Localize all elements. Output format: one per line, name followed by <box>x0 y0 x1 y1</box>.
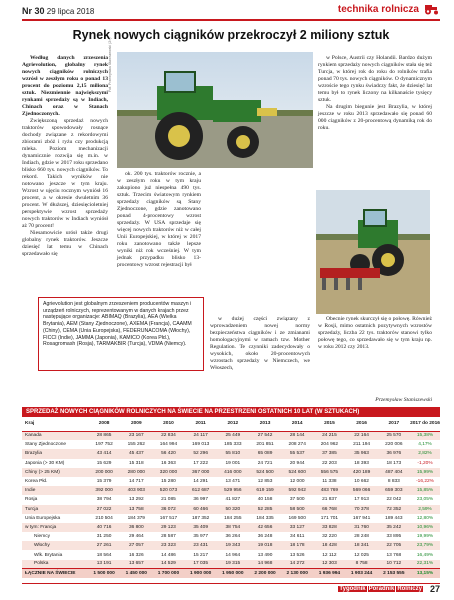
column-header: 2008 <box>88 417 120 431</box>
brand-word: Poradnik <box>368 586 395 592</box>
value-cell: 155 262 <box>127 442 145 448</box>
table-row <box>22 477 440 486</box>
value-cell: 17 913 <box>354 497 369 503</box>
value-cell: 24 117 <box>185 431 217 440</box>
total-value-cell: 2 130 000 <box>281 569 313 578</box>
table-row <box>22 541 440 550</box>
value-cell: 420 189 <box>346 468 378 477</box>
value-cell: 19 315 <box>217 560 249 569</box>
publication-brand <box>338 586 424 592</box>
value-cell: 529 956 <box>217 486 249 495</box>
table-row <box>22 468 440 477</box>
value-cell: 22 164 <box>346 431 378 440</box>
column-header: 2012 <box>217 417 249 431</box>
article-column-2 <box>117 171 201 269</box>
total-value-cell: 1 900 000 <box>185 569 217 578</box>
value-cell: 19 018 <box>249 541 281 550</box>
value-cell: 56 420 <box>152 449 184 458</box>
value-cell: 24 721 <box>257 460 273 466</box>
value-cell: 185 333 <box>224 442 242 448</box>
value-cell: 21 085 <box>161 497 176 503</box>
total-change-cell: 13,15% <box>410 569 440 578</box>
change-cell: 10,96% <box>410 523 440 532</box>
value-cell: 18 341 <box>346 541 378 550</box>
table-row <box>22 459 440 468</box>
value-cell: 13 768 <box>386 552 402 558</box>
value-cell: 31 760 <box>346 523 378 532</box>
value-cell: 36 997 <box>193 497 208 503</box>
value-cell: 612 687 <box>185 486 217 495</box>
column-header: 2013 <box>249 417 281 431</box>
brand-word: Tygodnik <box>339 586 366 592</box>
value-cell: 171 701 <box>320 515 339 521</box>
value-cell: 13 526 <box>289 552 305 558</box>
country-cell: Włochy <box>22 541 88 550</box>
page-number: 27 <box>429 584 440 594</box>
value-cell: 184 255 <box>224 515 242 521</box>
column-header: 2010 <box>152 417 184 431</box>
value-cell: 184 335 <box>256 515 274 521</box>
article-lead: Według danych zrzeszenia Agrievolution, globalny rynek nowych ciągników rolniczych wzrósł w zeszłym roku o ponad 13 procent do poziomu 2,15 miliona sztuk. Niezmiennie największymi rynkami sprzedaży są w Indiach, Chinach oraz w Stanach Zjednoczonych. <box>22 55 108 117</box>
value-cell: 569 066 <box>346 486 378 495</box>
table-row <box>22 560 440 569</box>
value-cell: 37 500 <box>289 497 305 503</box>
total-value-cell: 1 903 244 <box>346 569 378 578</box>
value-cell: 13 292 <box>128 497 144 503</box>
value-cell: 20 944 <box>289 460 305 466</box>
value-cell: 659 303 <box>378 486 410 495</box>
value-cell: 416 000 <box>217 468 249 477</box>
value-cell: 23 167 <box>120 431 152 440</box>
value-cell: 66 768 <box>313 505 345 514</box>
value-cell: 18 564 <box>96 552 112 558</box>
table-title: SPRZEDAŻ NOWYCH CIĄGNIKÓW ROLNICZYCH NA ŚWIECIE NA PRZESTRZENI OSTATNICH 10 LAT (W SZTUKACH) <box>22 407 440 417</box>
country-cell: Rosja <box>25 497 38 503</box>
value-cell: 22 203 <box>322 460 337 466</box>
country-cell: Polska <box>22 560 88 569</box>
value-cell: 28 144 <box>281 431 313 440</box>
value-cell: 487 404 <box>378 468 410 477</box>
value-cell: 12 303 <box>313 560 345 569</box>
value-cell: 35 409 <box>185 523 217 532</box>
column-header: 2017 <box>378 417 410 431</box>
sales-table <box>22 417 440 578</box>
section-title: technika rolnicza <box>337 3 419 15</box>
table-total-row <box>22 569 440 578</box>
value-cell: 36 072 <box>152 505 184 514</box>
value-cell: 556 575 <box>313 468 345 477</box>
change-cell: 15,99% <box>410 468 440 477</box>
value-cell: 33 828 <box>313 523 345 532</box>
value-cell: 619 159 <box>249 486 281 495</box>
article-paragraph: Niesamowicie urósł także drugi globalny rynek traktorów. Jeszcze dziesięć lat temu w Chinach sprzedawało się <box>22 230 108 257</box>
value-cell: 12 000 <box>289 479 305 485</box>
value-cell: 17 222 <box>193 460 208 466</box>
value-cell: 167 517 <box>159 515 178 521</box>
article-paragraph: Zwiększoną sprzedaż nowych traktorów spowodowały rosnące dochody związane z rekordowymi zbiorami zbóż i ryżu czy produkcją mleka. Poziom mechanizacji dynamicznie rozwija się m.in. w Indiach, gdzie w 2017 roku sprzedano blisko 660 tys. nowych ciągników. To rekord. Takich wyników nie notowano jeszcze w tym kraju. Wzrost w ujęciu rocznym wyniósł 16 procent, a w okresie dwuletnim 36 procent. W dłuższej, dziesięcioletniej perspektywie wzrost sprzedaży nowych traktorów w Indiach wyniósł aż 70 procent! <box>22 118 108 229</box>
value-cell: 208 274 <box>288 442 306 448</box>
value-cell: 36 264 <box>225 534 241 540</box>
value-cell: 8 758 <box>346 560 378 569</box>
country-cell: Chiny (> 25 KM) <box>22 468 88 477</box>
value-cell: 13 471 <box>225 479 241 485</box>
value-cell: 18 428 <box>313 541 345 550</box>
change-cell: 2,82% <box>410 449 440 458</box>
article-paragraph: Na drugim biegunie jest Brazylia, w której jeszcze w roku 2013 sprzedawało się ponad 60 000 ciągników z 20-procentową dynamiką rok do roku. <box>318 104 432 131</box>
value-cell: 28 587 <box>161 534 176 540</box>
column-header: 2009 <box>120 417 152 431</box>
change-cell: 2,59% <box>410 505 440 514</box>
value-cell: 40 716 <box>88 523 120 532</box>
article-paragraph: ok. 200 tys. traktorów rocznie, a w zeszłym roku w tym kraju zakupiono już niespełna 490 tys. sztuk. Trzecim światowym rynkiem sprzedaży ciągników są Stany Zjednoczone, gdzie zanotowano ponad 4-procentowy wzrost sprzedaży. W USA sprzedaje się więcej nowych traktorów niż w całej Unii Europejskiej, w której w 2017 roku zanotowano także lepsze wyniki niż rok wcześniej. W tym jednak przypadku blisko 13-procentowy wzrost rejestracji był <box>117 171 201 268</box>
value-cell: 164 994 <box>159 442 178 448</box>
value-cell: 32 220 <box>322 534 337 540</box>
value-cell: 43 414 <box>88 449 120 458</box>
value-cell: 14 968 <box>249 560 281 569</box>
value-cell: 52 296 <box>185 449 217 458</box>
value-cell: 403 903 <box>120 486 152 495</box>
table-row <box>22 523 440 532</box>
value-cell: 12 025 <box>354 552 369 558</box>
value-cell: 52 285 <box>249 505 281 514</box>
value-cell: 58 500 <box>281 505 313 514</box>
value-cell: 280 000 <box>120 468 152 477</box>
value-cell: 167 941 <box>352 515 371 521</box>
value-cell: 16 326 <box>128 552 144 558</box>
article-paragraph: w Polsce, Austrii czy Holandii. Bardzo dużym rynkiem sprzedaży nowych ciągników stała się też Turcja, w której rok do roku do rolników trafia ponad 70 tys. nowych ciągników. O dynamicznym wzroście tego rynku świadczy fakt, że dziesięć lat temu był to rynek liczony na kilkanaście tysięcy sztuk. <box>318 55 432 103</box>
article-headline: Rynek nowych ciągników przekroczył 2 miliony sztuk <box>72 28 390 42</box>
value-cell: 197 752 <box>95 442 113 448</box>
page-footer <box>338 584 440 594</box>
table-row <box>22 449 440 458</box>
value-cell: 524 500 <box>249 468 281 477</box>
value-cell: 27 057 <box>120 541 152 550</box>
value-cell: 592 942 <box>281 486 313 495</box>
value-cell: 40 158 <box>257 497 273 503</box>
value-cell: 70 378 <box>346 505 378 514</box>
total-value-cell: 1 700 000 <box>152 569 184 578</box>
change-cell: 22,31% <box>410 560 440 569</box>
value-cell: 189 443 <box>385 515 403 521</box>
value-cell: 18 178 <box>281 541 313 550</box>
country-cell: Unia Europejska <box>25 515 61 521</box>
page-header <box>0 0 454 22</box>
photo-credit: Fot. Przemysław Staniszewski (2×) <box>108 37 112 92</box>
country-cell: Brazylia <box>22 449 88 458</box>
tractor-photo-field <box>117 52 313 168</box>
country-cell: Wlk. Brytania <box>34 552 63 558</box>
value-cell: 14 717 <box>128 479 144 485</box>
column-header: 2016 <box>346 417 378 431</box>
value-cell: 34 611 <box>290 534 305 540</box>
value-cell: 31 250 <box>96 534 112 540</box>
value-cell: 29 123 <box>152 523 184 532</box>
value-cell: 211 194 <box>353 442 371 448</box>
value-cell: 35 963 <box>346 449 378 458</box>
value-cell: 14 529 <box>152 560 184 569</box>
value-cell: 187 352 <box>191 515 210 521</box>
total-value-cell: 1 450 000 <box>120 569 152 578</box>
value-cell: 10 662 <box>354 479 369 485</box>
value-cell: 13 490 <box>257 552 273 558</box>
value-cell: 15 217 <box>193 552 208 558</box>
value-cell: 14 272 <box>281 560 313 569</box>
value-cell: 27 261 <box>88 541 120 550</box>
value-cell: 42 656 <box>249 523 281 532</box>
value-cell: 13 657 <box>120 560 152 569</box>
value-cell: 41 827 <box>225 497 241 503</box>
article-column-1 <box>22 55 108 258</box>
value-cell: 45 437 <box>120 449 152 458</box>
value-cell: 15 280 <box>161 479 176 485</box>
value-cell: 38 794 <box>96 497 112 503</box>
value-cell: 65 089 <box>249 449 281 458</box>
change-cell: 23,05% <box>416 497 434 503</box>
value-cell: 8 833 <box>387 479 400 485</box>
issue-date: 29 lipca 2018 <box>46 7 95 16</box>
country-cell: w tym: Francja <box>22 523 88 532</box>
column-header: 2011 <box>185 417 217 431</box>
total-value-cell: 2 153 555 <box>378 569 410 578</box>
change-cell: 16,49% <box>416 552 434 558</box>
value-cell: 19 343 <box>217 541 249 550</box>
value-cell: 169 500 <box>288 515 306 521</box>
table-row <box>22 514 440 523</box>
value-cell: 60 466 <box>185 505 217 514</box>
total-value-cell: 1 500 000 <box>88 569 120 578</box>
article-column-3 <box>318 55 432 132</box>
agrievolution-info-box: Agrievolution jest globalnym zrzeszeniem producentów maszyn i urządzeń rolniczych, reprezentowanym w danych krajach przez następujące organizacje: ABIMAQ (Brazylia), AEA (Wielka Brytania), AEM (Stany Zjednoczone), AXEMA (Francja), CAAMM (Chiny), CEMA (Unia Europejska), FEDERUNACOMA (Włochy), FICCI (Indie), JAMMA (Japonia), KAMICO (Korea Płd.), Rosagromash (Rosja), TARMAKBIR (Turcja), VDMA (Niemcy). <box>38 297 204 371</box>
total-value-cell: 2 200 000 <box>249 569 281 578</box>
value-cell: 19 001 <box>225 460 241 466</box>
value-cell: 18 173 <box>386 460 402 466</box>
value-cell: 35 242 <box>378 523 410 532</box>
table-row <box>22 486 440 495</box>
article-column-3-continued <box>318 316 432 351</box>
value-cell: 36 800 <box>120 523 152 532</box>
value-cell: 210 504 <box>95 515 113 521</box>
change-cell: 15,38% <box>410 431 440 440</box>
section-label <box>338 3 440 15</box>
value-cell: 10 712 <box>378 560 410 569</box>
value-cell: 35 977 <box>193 534 208 540</box>
value-cell: 27 022 <box>88 505 120 514</box>
value-cell: 201 851 <box>256 442 274 448</box>
tractor-sales-table <box>22 407 440 578</box>
change-cell: -1,20% <box>417 460 433 466</box>
country-cell: Stany Zjednoczone <box>25 442 67 448</box>
value-cell: 23 431 <box>185 541 217 550</box>
value-cell: 55 810 <box>217 449 249 458</box>
change-cell: 12,80% <box>416 515 434 521</box>
value-cell: 23 323 <box>152 541 184 550</box>
value-cell: 15 629 <box>96 460 112 466</box>
value-cell: 392 000 <box>88 486 120 495</box>
header-divider <box>22 19 440 21</box>
value-cell: 33 895 <box>386 534 402 540</box>
value-cell: 33 127 <box>281 523 313 532</box>
change-cell: 15,85% <box>410 486 440 495</box>
value-cell: 169 013 <box>191 442 210 448</box>
table-row <box>22 550 440 559</box>
value-cell: 17 035 <box>185 560 217 569</box>
value-cell: 27 542 <box>249 431 281 440</box>
value-cell: 220 006 <box>385 442 403 448</box>
article-column-2-continued <box>210 316 310 372</box>
tractor-photo-plough <box>316 190 430 314</box>
change-cell: 4,17% <box>418 442 432 448</box>
table-row <box>22 495 440 504</box>
article-paragraph: Obecnie rynek skurczył się o połowę. Również w Rosji, mimo ostatnich pozytywnych wzrostów sprzedaży, liczba 22 tys. traktorów stanowi tylko połowę tego, co sprzedawało się w tym kraju np. w roku 2012 czy 2013. <box>318 316 432 350</box>
country-cell: Turcja <box>22 505 88 514</box>
country-cell: Niemcy <box>34 534 50 540</box>
total-value-cell: 1 936 994 <box>313 569 345 578</box>
value-cell: 36 976 <box>378 449 410 458</box>
value-cell: 18 393 <box>354 460 369 466</box>
value-cell: 14 486 <box>161 552 176 558</box>
value-cell: 483 769 <box>313 486 345 495</box>
value-cell: 72 352 <box>378 505 410 514</box>
column-header: 2017 do 2016 <box>410 417 440 431</box>
value-cell: 184 379 <box>127 515 145 521</box>
value-cell: 14 291 <box>193 479 208 485</box>
value-cell: 520 073 <box>152 486 184 495</box>
change-cell: -16,22% <box>416 479 434 485</box>
value-cell: 55 537 <box>281 449 313 458</box>
value-cell: 29 464 <box>128 534 144 540</box>
column-header: 2015 <box>313 417 345 431</box>
tractor-icon <box>422 3 440 15</box>
value-cell: 12 112 <box>322 552 337 558</box>
value-cell: 25 449 <box>217 431 249 440</box>
issue-number: Nr 30 <box>22 6 45 16</box>
value-cell: 13 758 <box>120 505 152 514</box>
table-row <box>22 505 440 514</box>
value-cell: 11 338 <box>322 479 337 485</box>
country-cell: Korea Płd. <box>25 479 48 485</box>
value-cell: 50 320 <box>217 505 249 514</box>
value-cell: 36 248 <box>257 534 273 540</box>
total-label: ŁĄCZNIE NA ŚWIECIE <box>22 569 88 578</box>
change-cell: 23,79% <box>410 541 440 550</box>
change-cell: 19,99% <box>416 534 434 540</box>
country-cell: Japonia (> 30 KM) <box>25 460 65 466</box>
value-cell: 14 964 <box>225 552 241 558</box>
value-cell: 16 363 <box>161 460 176 466</box>
value-cell: 37 385 <box>313 449 345 458</box>
value-cell: 22 834 <box>152 431 184 440</box>
value-cell: 38 754 <box>217 523 249 532</box>
table-row <box>22 431 440 440</box>
value-cell: 28 865 <box>88 431 120 440</box>
article-paragraph: w dużej części związany z wprowadzeniem nowej normy bezpieczeństwa ciągników i ze zmianami homologacyjnymi w ramach tzw. Mother Regulation. Te czynniki zadecydowały o wysokich, około 20-procentowych wzrostach sprzedaży w Niemczech, we Włoszech, <box>210 316 310 371</box>
value-cell: 22 042 <box>386 497 402 503</box>
value-cell: 22 705 <box>378 541 410 550</box>
value-cell: 320 000 <box>152 468 184 477</box>
column-header: Kraj <box>22 417 88 431</box>
author-signature: Przemysław Staniszewski <box>375 397 432 403</box>
value-cell: 24 215 <box>313 431 345 440</box>
value-cell: 25 570 <box>378 431 410 440</box>
value-cell: 15 379 <box>96 479 112 485</box>
value-cell: 21 837 <box>322 497 337 503</box>
column-header: 2014 <box>281 417 313 431</box>
country-cell: Kanada <box>22 431 88 440</box>
issue-info <box>22 6 94 16</box>
value-cell: 204 962 <box>320 442 339 448</box>
brand-word: Rolniczy <box>397 586 422 592</box>
country-cell: Indie <box>22 486 88 495</box>
table-header-row <box>22 417 440 431</box>
table-body <box>22 431 440 578</box>
value-cell: 524 600 <box>281 468 313 477</box>
value-cell: 15 318 <box>128 460 144 466</box>
table-row <box>22 532 440 541</box>
value-cell: 12 853 <box>257 479 273 485</box>
value-cell: 13 191 <box>88 560 120 569</box>
value-cell: 200 000 <box>88 468 120 477</box>
total-value-cell: 1 950 000 <box>217 569 249 578</box>
table-row <box>22 440 440 449</box>
value-cell: 367 000 <box>185 468 217 477</box>
value-cell: 28 248 <box>354 534 369 540</box>
